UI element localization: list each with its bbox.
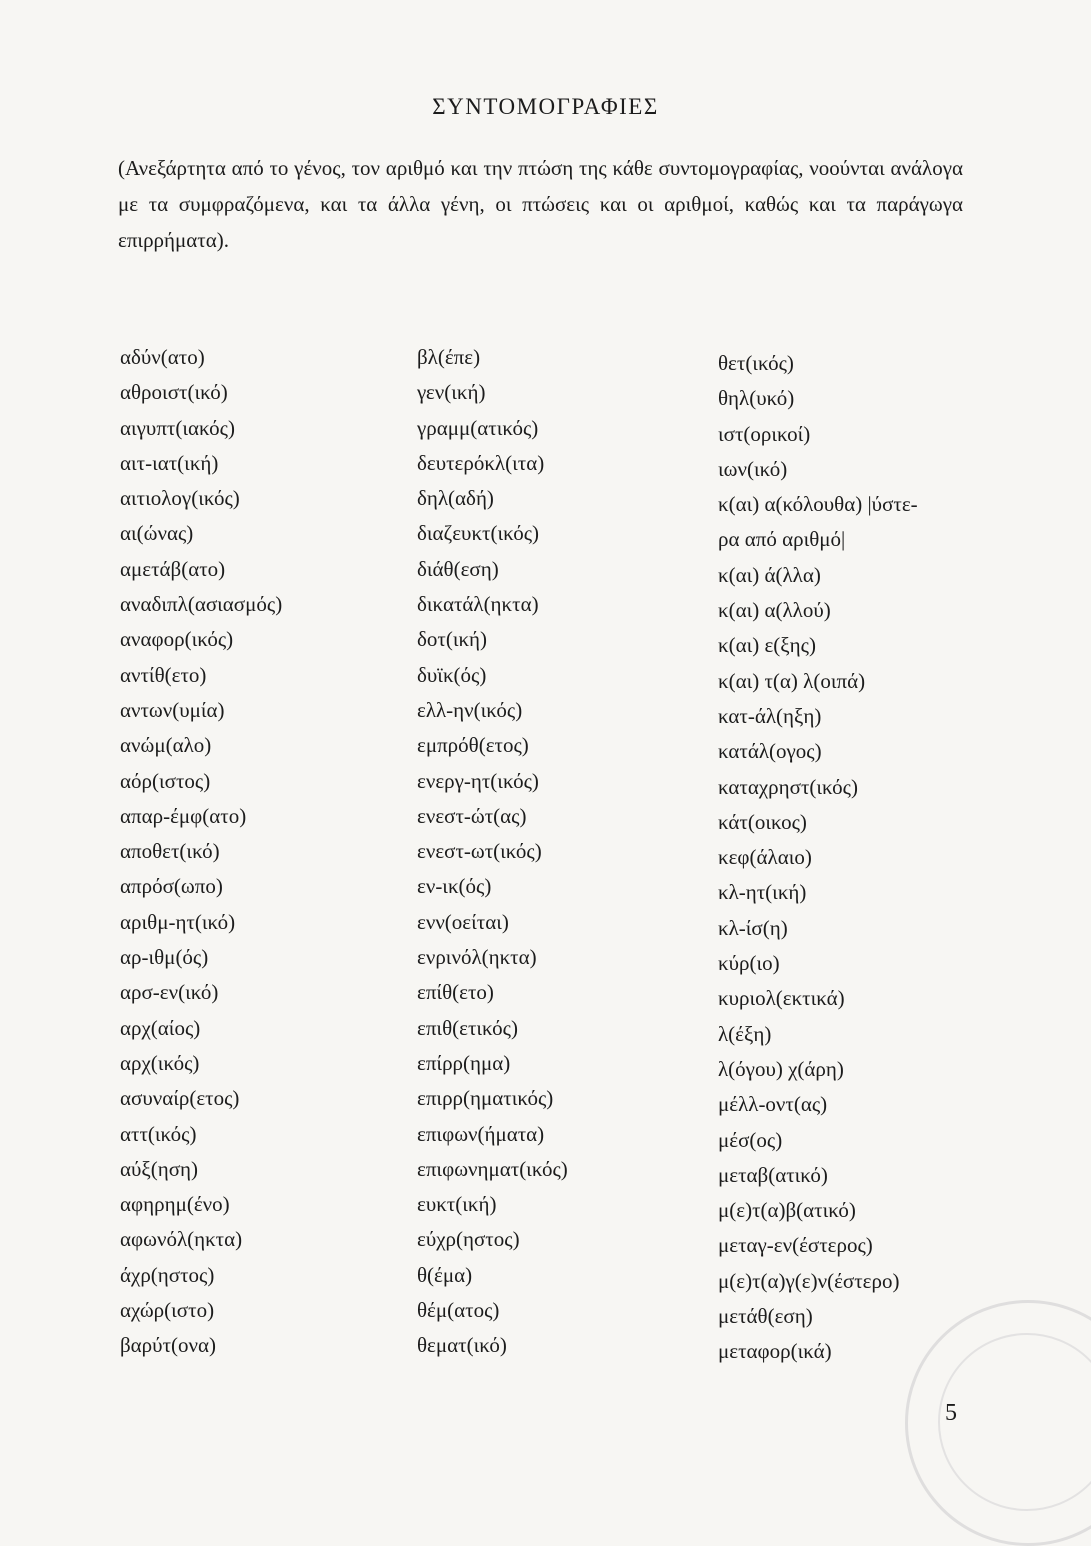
- abbreviation-item: επίθ(ετο): [417, 980, 494, 1005]
- abbreviation-item: αύξ(ηση): [120, 1156, 199, 1181]
- abbreviation-item: μετάθ(εση): [718, 1304, 813, 1329]
- abbreviation-item: ασυναίρ(ετος): [120, 1086, 240, 1111]
- abbreviation-item: ρα από αριθμό|: [718, 527, 846, 552]
- abbreviation-item: αφωνόλ(ηκτα): [120, 1227, 243, 1252]
- abbreviation-item: αρσ-εν(ικό): [120, 980, 219, 1005]
- abbreviation-item: κυριολ(εκτικά): [718, 986, 845, 1011]
- abbreviation-item: ιων(ικό): [718, 456, 788, 481]
- abbreviation-item: θετ(ικός): [718, 351, 794, 375]
- page-number: 5: [945, 1400, 957, 1426]
- abbreviation-item: γεν(ική): [417, 380, 486, 405]
- abbreviation-item: επιρρ(ηματικός): [417, 1086, 554, 1111]
- abbreviation-item: κ(αι) τ(α) λ(οιπά): [718, 668, 866, 693]
- abbreviation-item: ελλ-ην(ικός): [417, 697, 523, 722]
- abbreviation-item: λ(έξη): [718, 1021, 772, 1046]
- abbreviation-item: κεφ(άλαιο): [718, 845, 812, 870]
- abbreviation-item: αδύν(ατο): [120, 345, 205, 369]
- library-stamp: [905, 1300, 1091, 1546]
- abbreviation-column-3: [718, 346, 918, 1370]
- abbreviation-item: άχρ(ηστος): [120, 1262, 215, 1287]
- abbreviation-item: κατ-άλ(ηξη): [718, 703, 822, 728]
- abbreviation-item: εύχρ(ηστος): [417, 1227, 520, 1252]
- abbreviation-item: αναδιπλ(ασιασμός): [120, 592, 283, 617]
- abbreviation-item: ιστ(ορικοί): [718, 421, 811, 446]
- abbreviation-column-1: [120, 340, 282, 1364]
- abbreviation-item: βαρύτ(ονα): [120, 1333, 216, 1358]
- abbreviation-item: κάτ(οικος): [718, 809, 807, 834]
- abbreviation-item: αμετάβ(ατο): [120, 556, 226, 581]
- abbreviation-item: κ(αι) α(κόλουθα) |ύστε-: [718, 492, 918, 517]
- abbreviation-item: αφηρημ(ένο): [120, 1192, 230, 1217]
- abbreviation-item: καταχρηστ(ικός): [718, 774, 858, 799]
- abbreviation-item: δηλ(αδή): [417, 486, 494, 511]
- abbreviation-item: μεταγ-εν(έστερος): [718, 1233, 873, 1258]
- abbreviation-item: ενεργ-ητ(ικός): [417, 768, 539, 793]
- abbreviation-item: κύρ(ιο): [718, 951, 780, 976]
- abbreviation-item: αρχ(ικός): [120, 1050, 200, 1075]
- abbreviation-item: επίρρ(ημα): [417, 1050, 511, 1075]
- abbreviation-item: επιφωνηματ(ικός): [417, 1156, 568, 1181]
- abbreviation-item: δοτ(ική): [417, 627, 488, 652]
- abbreviation-item: αντίθ(ετο): [120, 662, 207, 687]
- abbreviation-item: ενεστ-ωτ(ικός): [417, 839, 542, 864]
- abbreviation-item: μ(ε)τ(α)β(ατικό): [718, 1198, 856, 1223]
- abbreviation-item: κλ-ίσ(η): [718, 915, 788, 940]
- abbreviation-item: βλ(έπε): [417, 345, 481, 369]
- abbreviation-item: αθροιστ(ικό): [120, 380, 228, 405]
- abbreviation-item: κ(αι) α(λλού): [718, 598, 831, 623]
- abbreviation-item: επιφων(ήματα): [417, 1121, 545, 1146]
- abbreviation-item: θηλ(υκό): [718, 386, 795, 411]
- abbreviation-item: αττ(ικός): [120, 1121, 197, 1146]
- abbreviation-item: αιτ-ιατ(ική): [120, 450, 219, 475]
- abbreviation-item: επιθ(ετικός): [417, 1015, 518, 1040]
- abbreviation-item: ευκτ(ική): [417, 1192, 497, 1217]
- abbreviation-item: μεταφορ(ικά): [718, 1339, 832, 1364]
- abbreviation-item: μ(ε)τ(α)γ(ε)ν(έστερο): [718, 1268, 900, 1293]
- abbreviation-item: αι(ώνας): [120, 521, 194, 546]
- abbreviation-item: ενεστ-ώτ(ας): [417, 803, 527, 828]
- page-title: ΣΥΝΤΟΜΟΓΡΑΦΙΕΣ: [432, 94, 659, 119]
- abbreviation-item: μέλλ-οντ(ας): [718, 1092, 828, 1117]
- abbreviation-item: κλ-ητ(ική): [718, 880, 807, 905]
- abbreviation-item: αριθμ-ητ(ικό): [120, 909, 236, 934]
- abbreviation-item: θέμ(ατος): [417, 1298, 500, 1323]
- abbreviation-item: δυϊκ(ός): [417, 662, 487, 687]
- abbreviation-item: κατάλ(ογος): [718, 739, 822, 764]
- abbreviation-item: αρχ(αίος): [120, 1015, 201, 1040]
- abbreviation-item: αποθετ(ικό): [120, 839, 220, 864]
- library-stamp-inner: [938, 1333, 1091, 1511]
- abbreviation-item: αχώρ(ιστο): [120, 1298, 215, 1323]
- abbreviation-column-2: [417, 340, 568, 1364]
- abbreviation-item: ανώμ(αλο): [120, 733, 212, 758]
- abbreviation-item: αρ-ιθμ(ός): [120, 945, 209, 970]
- abbreviation-item: μεταβ(ατικό): [718, 1162, 828, 1187]
- abbreviation-item: αόρ(ιστος): [120, 768, 211, 793]
- abbreviation-item: ενρινόλ(ηκτα): [417, 945, 537, 970]
- abbreviation-item: απρόσ(ωπο): [120, 874, 223, 899]
- abbreviation-item: δευτερόκλ(ιτα): [417, 450, 545, 475]
- abbreviation-item: μέσ(ος): [718, 1127, 783, 1152]
- abbreviation-item: εν-ικ(ός): [417, 874, 492, 899]
- abbreviation-item: αναφορ(ικός): [120, 627, 234, 652]
- abbreviation-item: αιτιολογ(ικός): [120, 486, 240, 511]
- abbreviation-item: αντων(υμία): [120, 697, 225, 722]
- abbreviation-item: διάθ(εση): [417, 556, 499, 581]
- abbreviation-item: εμπρόθ(ετος): [417, 733, 529, 758]
- abbreviation-item: αιγυπτ(ιακός): [120, 415, 235, 440]
- abbreviation-item: λ(όγου) χ(άρη): [718, 1056, 844, 1081]
- abbreviation-item: διαζευκτ(ικός): [417, 521, 540, 546]
- abbreviation-item: ενν(οείται): [417, 909, 509, 934]
- abbreviation-item: θ(έμα): [417, 1262, 473, 1287]
- abbreviation-item: απαρ-έμφ(ατο): [120, 803, 247, 828]
- abbreviation-item: κ(αι) ά(λλα): [718, 562, 821, 587]
- abbreviation-item: κ(αι) ε(ξης): [718, 633, 816, 658]
- abbreviation-item: γραμμ(ατικός): [417, 415, 539, 440]
- abbreviation-item: δικατάλ(ηκτα): [417, 592, 539, 617]
- abbreviation-item: θεματ(ικό): [417, 1333, 507, 1358]
- intro-paragraph: (Ανεξάρτητα από το γένος, τον αριθμό και την πτώση της κάθε συντομογραφίας, νοούνται ανάλογα με τα συμφραζόμενα, και τα άλλα γένη, οι πτώσεις και οι αριθμοί, καθώς και τα παράγωγα επιρρήματα).: [118, 156, 963, 252]
